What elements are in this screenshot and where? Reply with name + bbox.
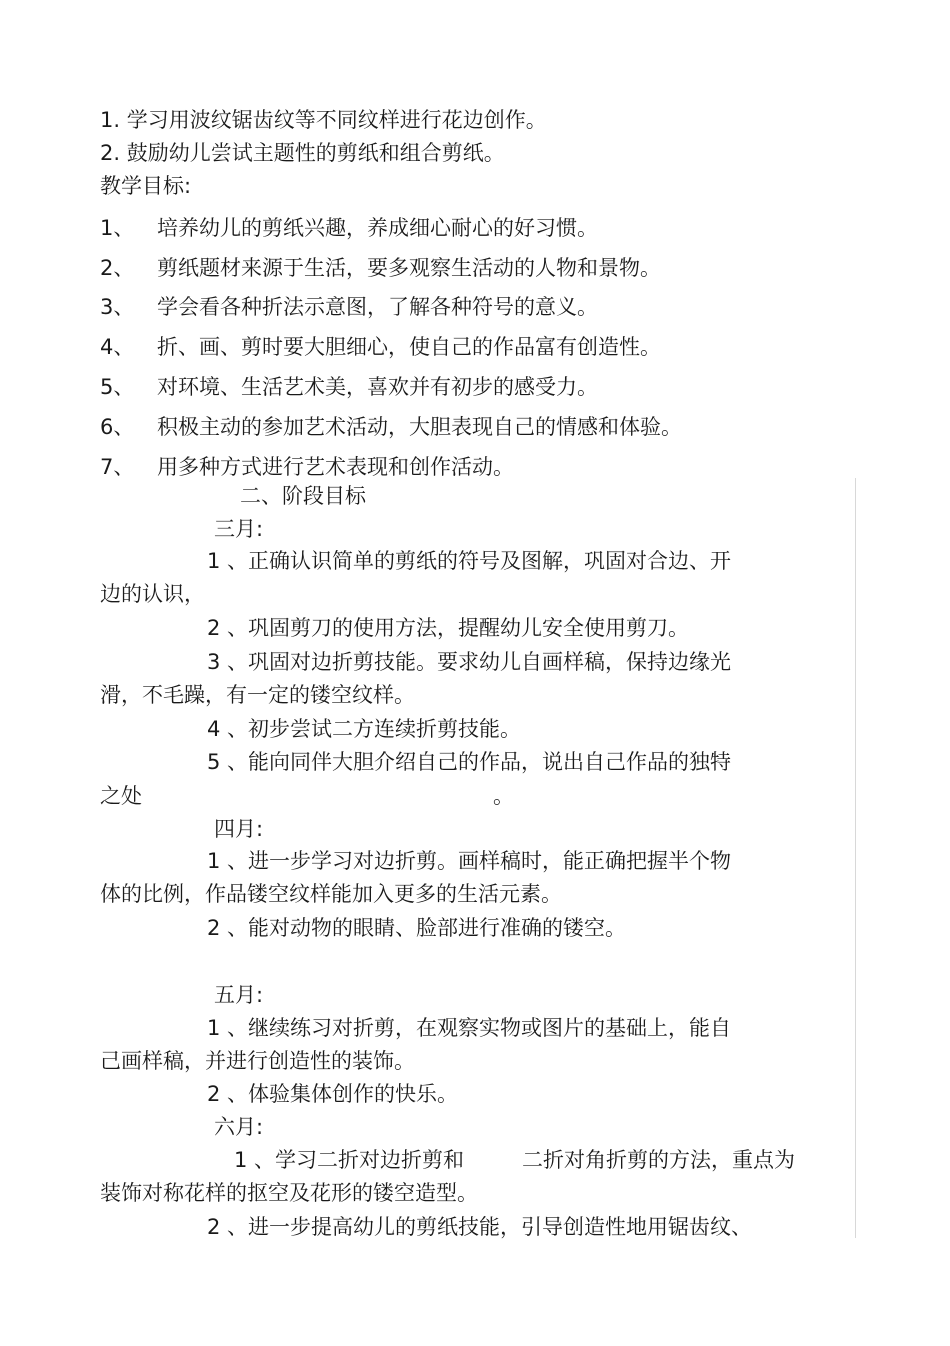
goal-text: 学会看各种折法示意图，了解各种符号的意义。 bbox=[157, 295, 598, 319]
april-item-1: 1 、进一步学习对边折剪。画样稿时，能正确把握半个物 bbox=[207, 849, 732, 873]
march-item-1: 1 、正确认识简单的剪纸的符号及图解，巩固对合边、开 bbox=[207, 549, 732, 573]
page-divider bbox=[855, 478, 856, 1238]
goals-heading: 教学目标: bbox=[100, 174, 192, 198]
goal-text: 折、画、剪时要大胆细心，使自己的作品富有创造性。 bbox=[157, 335, 661, 359]
month-label-may: 五月: bbox=[214, 983, 264, 1007]
goal-text: 剪纸题材来源于生活，要多观察生活动的人物和景物。 bbox=[157, 256, 661, 280]
june-item-1-part2: 二折对角折剪的方法，重点为 bbox=[522, 1148, 795, 1172]
march-item-2: 2 、巩固剪刀的使用方法，提醒幼儿安全使用剪刀。 bbox=[207, 616, 690, 640]
goal-number: 7、 bbox=[100, 455, 135, 479]
april-item-1-cont: 体的比例，作品镂空纹样能加入更多的生活元素。 bbox=[100, 882, 562, 906]
march-item-4: 4 、初步尝试二方连续折剪技能。 bbox=[207, 717, 522, 741]
goal-number: 6、 bbox=[100, 415, 135, 439]
stage-heading: 二、阶段目标 bbox=[240, 484, 366, 508]
goal-number: 1、 bbox=[100, 216, 135, 240]
april-item-2: 2 、能对动物的眼睛、脸部进行准确的镂空。 bbox=[207, 916, 627, 940]
month-label-june: 六月: bbox=[214, 1115, 264, 1139]
goal-text: 对环境、生活艺术美，喜欢并有初步的感受力。 bbox=[157, 375, 598, 399]
june-item-1-cont: 装饰对称花样的抠空及花形的镂空造型。 bbox=[100, 1181, 478, 1205]
intro-line-1: 1. 学习用波纹锯齿纹等不同纹样进行花边创作。 bbox=[100, 108, 547, 132]
march-item-3-cont: 滑，不毛躁，有一定的镂空纹样。 bbox=[100, 683, 415, 707]
goal-text: 用多种方式进行艺术表现和创作活动。 bbox=[157, 455, 514, 479]
month-label-april: 四月: bbox=[214, 817, 264, 841]
goal-text: 培养幼儿的剪纸兴趣，养成细心耐心的好习惯。 bbox=[157, 216, 598, 240]
march-item-5-period: 。 bbox=[493, 784, 514, 808]
month-label-march: 三月: bbox=[214, 517, 264, 541]
march-item-1-cont: 边的认识， bbox=[100, 582, 205, 606]
goal-number: 3、 bbox=[100, 295, 135, 319]
goal-number: 5、 bbox=[100, 375, 135, 399]
intro-line-2: 2. 鼓励幼儿尝试主题性的剪纸和组合剪纸。 bbox=[100, 141, 505, 165]
goal-text: 积极主动的参加艺术活动，大胆表现自己的情感和体验。 bbox=[157, 415, 682, 439]
goal-number: 2、 bbox=[100, 256, 135, 280]
may-item-2: 2 、体验集体创作的快乐。 bbox=[207, 1082, 459, 1106]
may-item-1: 1 、继续练习对折剪，在观察实物或图片的基础上，能自 bbox=[207, 1016, 732, 1040]
june-item-1: 1 、学习二折对边折剪和 bbox=[234, 1148, 465, 1172]
goal-number: 4、 bbox=[100, 335, 135, 359]
june-item-2: 2 、进一步提高幼儿的剪纸技能，引导创造性地用锯齿纹、 bbox=[207, 1215, 753, 1239]
march-item-5-cont: 之处 bbox=[100, 784, 142, 808]
march-item-5: 5 、能向同伴大胆介绍自己的作品，说出自己作品的独特 bbox=[207, 750, 732, 774]
may-item-1-cont: 己画样稿，并进行创造性的装饰。 bbox=[100, 1049, 415, 1073]
march-item-3: 3 、巩固对边折剪技能。要求幼儿自画样稿，保持边缘光 bbox=[207, 650, 732, 674]
